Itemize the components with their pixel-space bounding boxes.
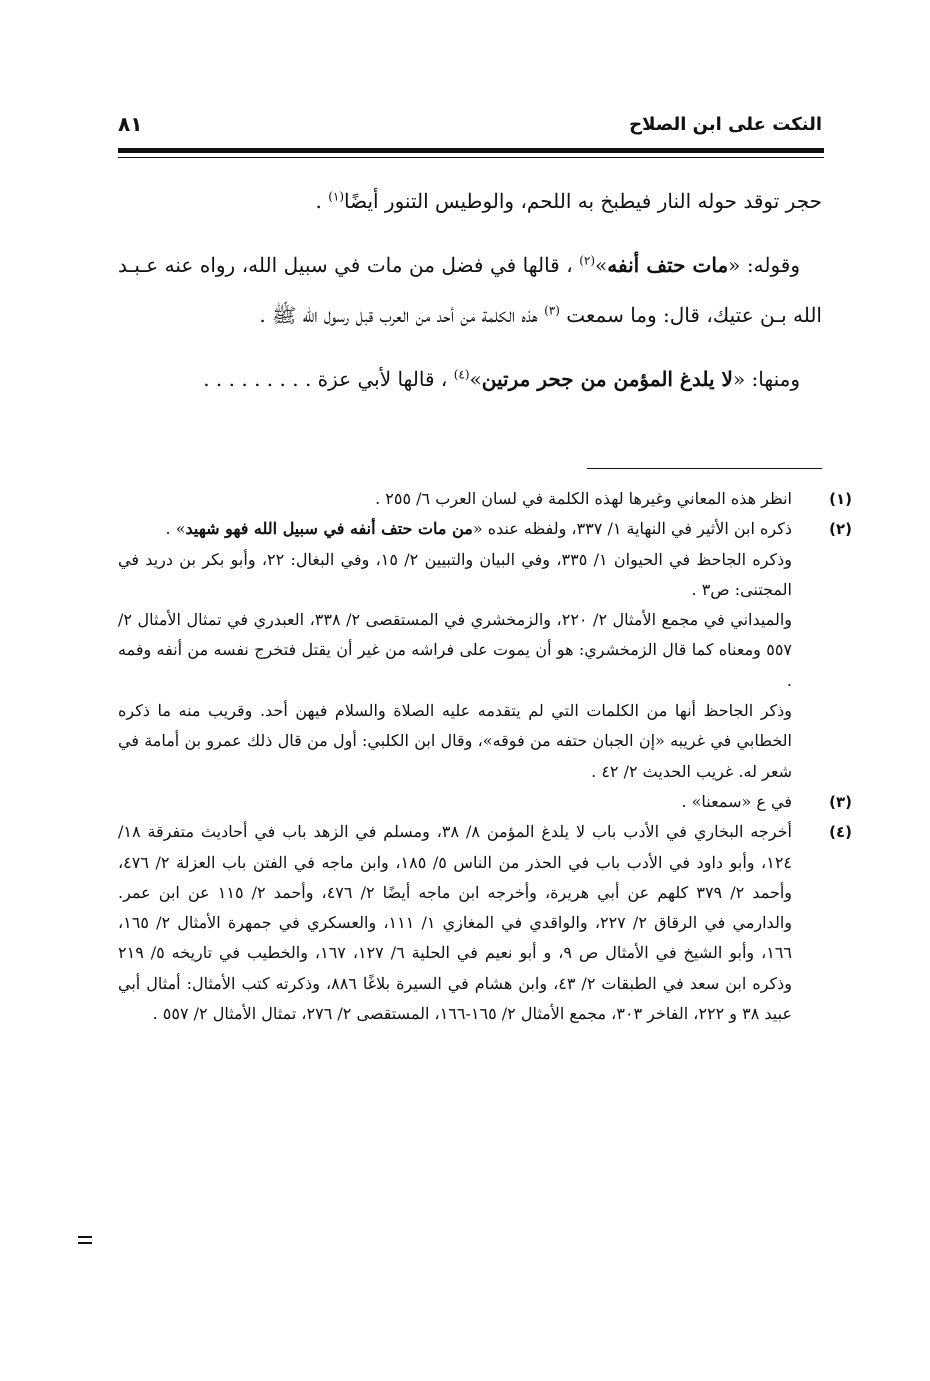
footnote-number: (٤) bbox=[829, 823, 852, 842]
paragraph-1-text: حجر توقد حوله النار فيطبخ به اللحم، والوطيس التنور أيضًا bbox=[344, 189, 822, 213]
footnote-ref-3[interactable]: (٣) bbox=[544, 303, 560, 318]
footnote-2-continued: والميداني في مجمع الأمثال ٢/ ٢٢٠، والزمخشري في المستقصى ٢/ ٣٣٨، العبدري في تمثال الأمثال ٢/ ٥٥٧ ومعناه كما قال الزمخشري: هو أن يموت على فراشه من غير أن يقتل فتخرج نفسه من أنفه وفمه . bbox=[118, 610, 793, 690]
footnote-text: أخرجه البخاري في الأدب باب لا يلدغ المؤمن ٨/ ٣٨، ومسلم في الزهد باب في أحاديث متفرقة ١٨/ ١٢٤، وأبو داود في الأدب باب في الحذر من الناس ٥/ ١٨٥، وابن ماجه في الفتن باب العزلة ٢/ ٤٧٦، وأحمد ٢/ ٣٧٩ كلهم عن أبي هريرة، وأخرجه ابن ماجه أيضًا ٢/ ٤٧٦، وأحمد ٢/ ١١٥ عن ابن عمر. والدارمي في الرقاق ٢/ ٢٢٧، والواقدي في المغازي ١/ ١١١، والعسكري في جمهرة الأمثال ٢/ ١٦٥، ١٦٦، وأبو الشيخ في الأمثال ص ٩، و أبو نعيم في الحلية ٦/ ١٢٧، ١٦٧، والخطيب في تاريخه ٥/ ٢١٩ وذكره ابن سعد في الطبقات ٢/ ٤٣، وابن هشام في السيرة بلاغًا ٨٨٦، وذكرته كتب الأمثال: أمثال أبي عبيد ٣٨ و ٢٢٢، الفاخر ٣٠٣، مجمع الأمثال ٢/ ١٦٥-١٦٦، المستقصى ٢/ ٢٧٦، تمثال الأمثال ٢/ ٥٥٧ . bbox=[118, 822, 793, 1024]
paragraph-3-body: ، قالها لأبي عزة bbox=[317, 367, 454, 391]
main-text bbox=[118, 176, 822, 404]
footnote-ref-2[interactable]: (٢) bbox=[579, 253, 596, 268]
hadith-phrase-1: مات حتف أنفه bbox=[607, 253, 729, 277]
footnote-number: (٣) bbox=[829, 792, 852, 811]
footnote-number: (١) bbox=[829, 490, 852, 508]
hadith-phrase-2: لا يلدغ المؤمن من جحر مرتين bbox=[481, 367, 733, 391]
paragraph-3-quote-close: » bbox=[469, 367, 482, 391]
paragraph-2 bbox=[118, 240, 822, 340]
footnote-2 bbox=[118, 514, 852, 544]
paragraph-3-intro: ومنها: « bbox=[732, 367, 800, 391]
footnote-number: (٢) bbox=[829, 520, 852, 539]
footnote-ref-1[interactable]: (١) bbox=[328, 189, 345, 204]
running-title: النكت على ابن الصلاح bbox=[629, 114, 822, 135]
paragraph-3 bbox=[118, 354, 822, 404]
paragraph-2-quote-close: » bbox=[595, 253, 608, 277]
footnotes bbox=[118, 484, 852, 1029]
paragraph-1-end: . bbox=[315, 189, 329, 213]
footnote-4 bbox=[118, 817, 852, 1029]
footnote-separator bbox=[587, 468, 822, 469]
header-rule-thin bbox=[118, 157, 824, 158]
page-number: ٨١ bbox=[118, 112, 143, 136]
header-rule-thick bbox=[118, 148, 824, 153]
paragraph-2-intro: وقوله: « bbox=[728, 253, 801, 277]
footnote-text-end: » . bbox=[165, 519, 186, 539]
footnote-2-continued: وذكره الجاحظ في الحيوان ١/ ٣٣٥، وفي البيان والتبيين ٢/ ١٥، وفي البغال: ٢٢، وأبو بكر بن دريد في المجتنى: ص٣ . bbox=[118, 549, 793, 599]
paragraph-2-body: ، قالها في فضل من مات في سبيل الله، رواه عنه عـبـد الله بـن عتيك، قال: وما سمعت bbox=[118, 253, 822, 327]
footnote-text: ذكره ابن الأثير في النهاية ١/ ٣٣٧، ولفظه عنده « bbox=[472, 519, 792, 539]
footnote-1 bbox=[118, 484, 852, 514]
footnote-quote: من مات حتف أنفه في سبيل الله فهو شهيد bbox=[185, 519, 473, 539]
footnote-ref-4[interactable]: (٤) bbox=[453, 367, 470, 382]
footnote-2-continued: وذكر الجاحظ أنها من الكلمات التي لم يتقدمه عليه الصلاة والسلام فيهن أحد. وقريب منه ما ذكره الخطابي في غريبه «إن الجبان حتفه من فوقه»، وقال ابن الكلبي: أول من قال ذلك عمرو بن أمامة في شعر له. غريب الحديث ٢/ ٤٢ . bbox=[118, 701, 792, 781]
footnote-3 bbox=[118, 787, 852, 817]
page-header bbox=[118, 112, 822, 144]
dot-leader: . . . . . . . . . bbox=[203, 367, 312, 391]
footnote-text: في ع «سمعنا» . bbox=[681, 791, 792, 811]
footnote-text: انظر هذه المعاني وغيرها لهذه الكلمة في لسان العرب ٦/ ٢٥٥ . bbox=[375, 489, 792, 508]
paragraph-2-end: هذه الكلمة من أحد من العرب قبل رسول الله ﷺ . bbox=[259, 303, 545, 327]
paragraph-1 bbox=[118, 176, 822, 226]
margin-mark bbox=[78, 1236, 92, 1248]
